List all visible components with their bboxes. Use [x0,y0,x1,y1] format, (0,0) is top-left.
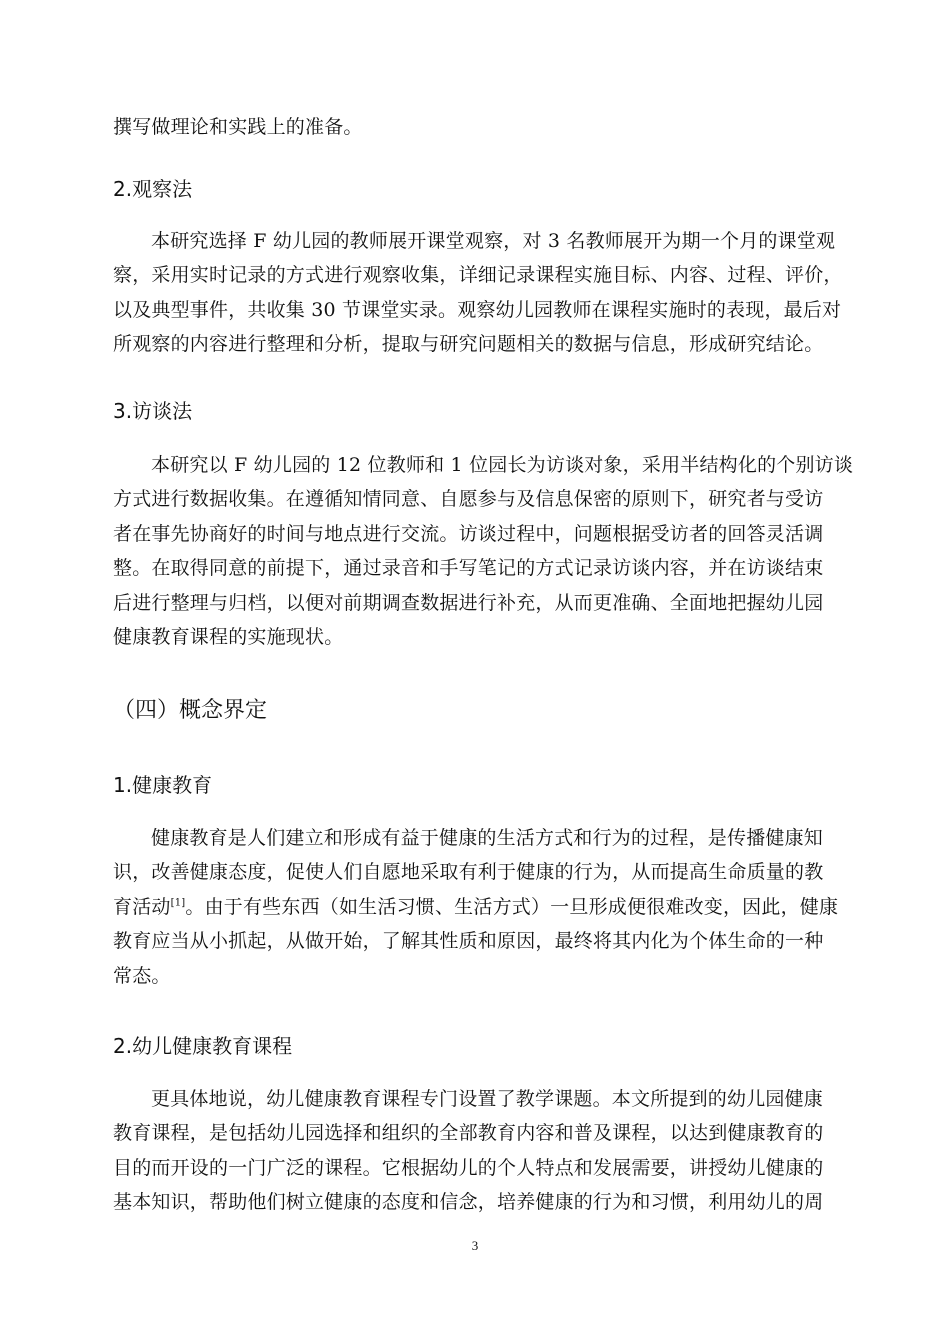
paragraph-line: 整。在取得同意的前提下，通过录音和手写笔记的方式记录访谈内容，并在访谈结束 [113,557,824,579]
paragraph-line: 常态。 [113,965,171,987]
section-heading-child-health-course: 2.幼儿健康教育课程 [113,1034,293,1058]
paragraph-line: 后进行整理与归档，以便对前期调查数据进行补充，从而更准确、全面地把握幼儿园 [113,592,824,614]
paragraph-line: 健康教育是人们建立和形成有益于健康的生活方式和行为的过程，是传播健康知 [151,827,824,849]
paragraph-line: 本研究以 F 幼儿园的 12 位教师和 1 位园长为访谈对象，采用半结构化的个别访谈 [151,454,854,476]
paragraph-line: 基本知识，帮助他们树立健康的态度和信念，培养健康的行为和习惯，利用幼儿的周 [113,1191,824,1213]
paragraph-line: 本研究选择 F 幼儿园的教师展开课堂观察，对 3 名教师展开为期一个月的课堂观 [151,230,836,252]
paragraph-line: 更具体地说，幼儿健康教育课程专门设置了教学课题。本文所提到的幼儿园健康 [151,1088,824,1110]
paragraph-line: 健康教育课程的实施现状。 [113,626,344,648]
citation-marker: [1] [170,897,186,909]
line-text: 育活动 [113,896,171,918]
page-number: 3 [471,1238,479,1253]
paragraph-line: 识，改善健康态度，促使人们自愿地采取有利于健康的行为，从而提高生命质量的教 [113,861,824,883]
paragraph-line: 教育课程，是包括幼儿园选择和组织的全部教育内容和普及课程，以达到健康教育的 [113,1122,824,1144]
paragraph-line: 所观察的内容进行整理和分析，提取与研究问题相关的数据与信息，形成研究结论。 [113,333,824,355]
section-heading-interview: 3.访谈法 [113,399,193,423]
paragraph-line: 者在事先协商好的时间与地点进行交流。访谈过程中，问题根据受访者的回答灵活调 [113,523,824,545]
paragraph-line: 以及典型事件，共收集 30 节课堂实录。观察幼儿园教师在课程实施时的表现，最后对 [113,299,842,321]
paragraph-line: 教育应当从小抓起，从做开始，了解其性质和原因，最终将其内化为个体生命的一种 [113,930,824,952]
section-heading-observation: 2.观察法 [113,177,193,201]
paragraph-line: 察，采用实时记录的方式进行观察收集，详细记录课程实施目标、内容、过程、评价， [113,264,843,286]
paragraph-line: 方式进行数据收集。在遵循知情同意、自愿参与及信息保密的原则下，研究者与受访 [113,488,824,510]
paragraph-line-with-citation [113,894,838,920]
section-heading-health-education: 1.健康教育 [113,773,213,797]
paragraph-line: 撰写做理论和实践上的准备。 [113,116,363,138]
paragraph-line: 目的而开设的一门广泛的课程。它根据幼儿的个人特点和发展需要，讲授幼儿健康的 [113,1157,824,1179]
line-text: 。由于有些东西（如生活习惯、生活方式）一旦形成便很难改变，因此，健康 [185,896,839,918]
section-heading-concepts: （四）概念界定 [113,698,268,723]
